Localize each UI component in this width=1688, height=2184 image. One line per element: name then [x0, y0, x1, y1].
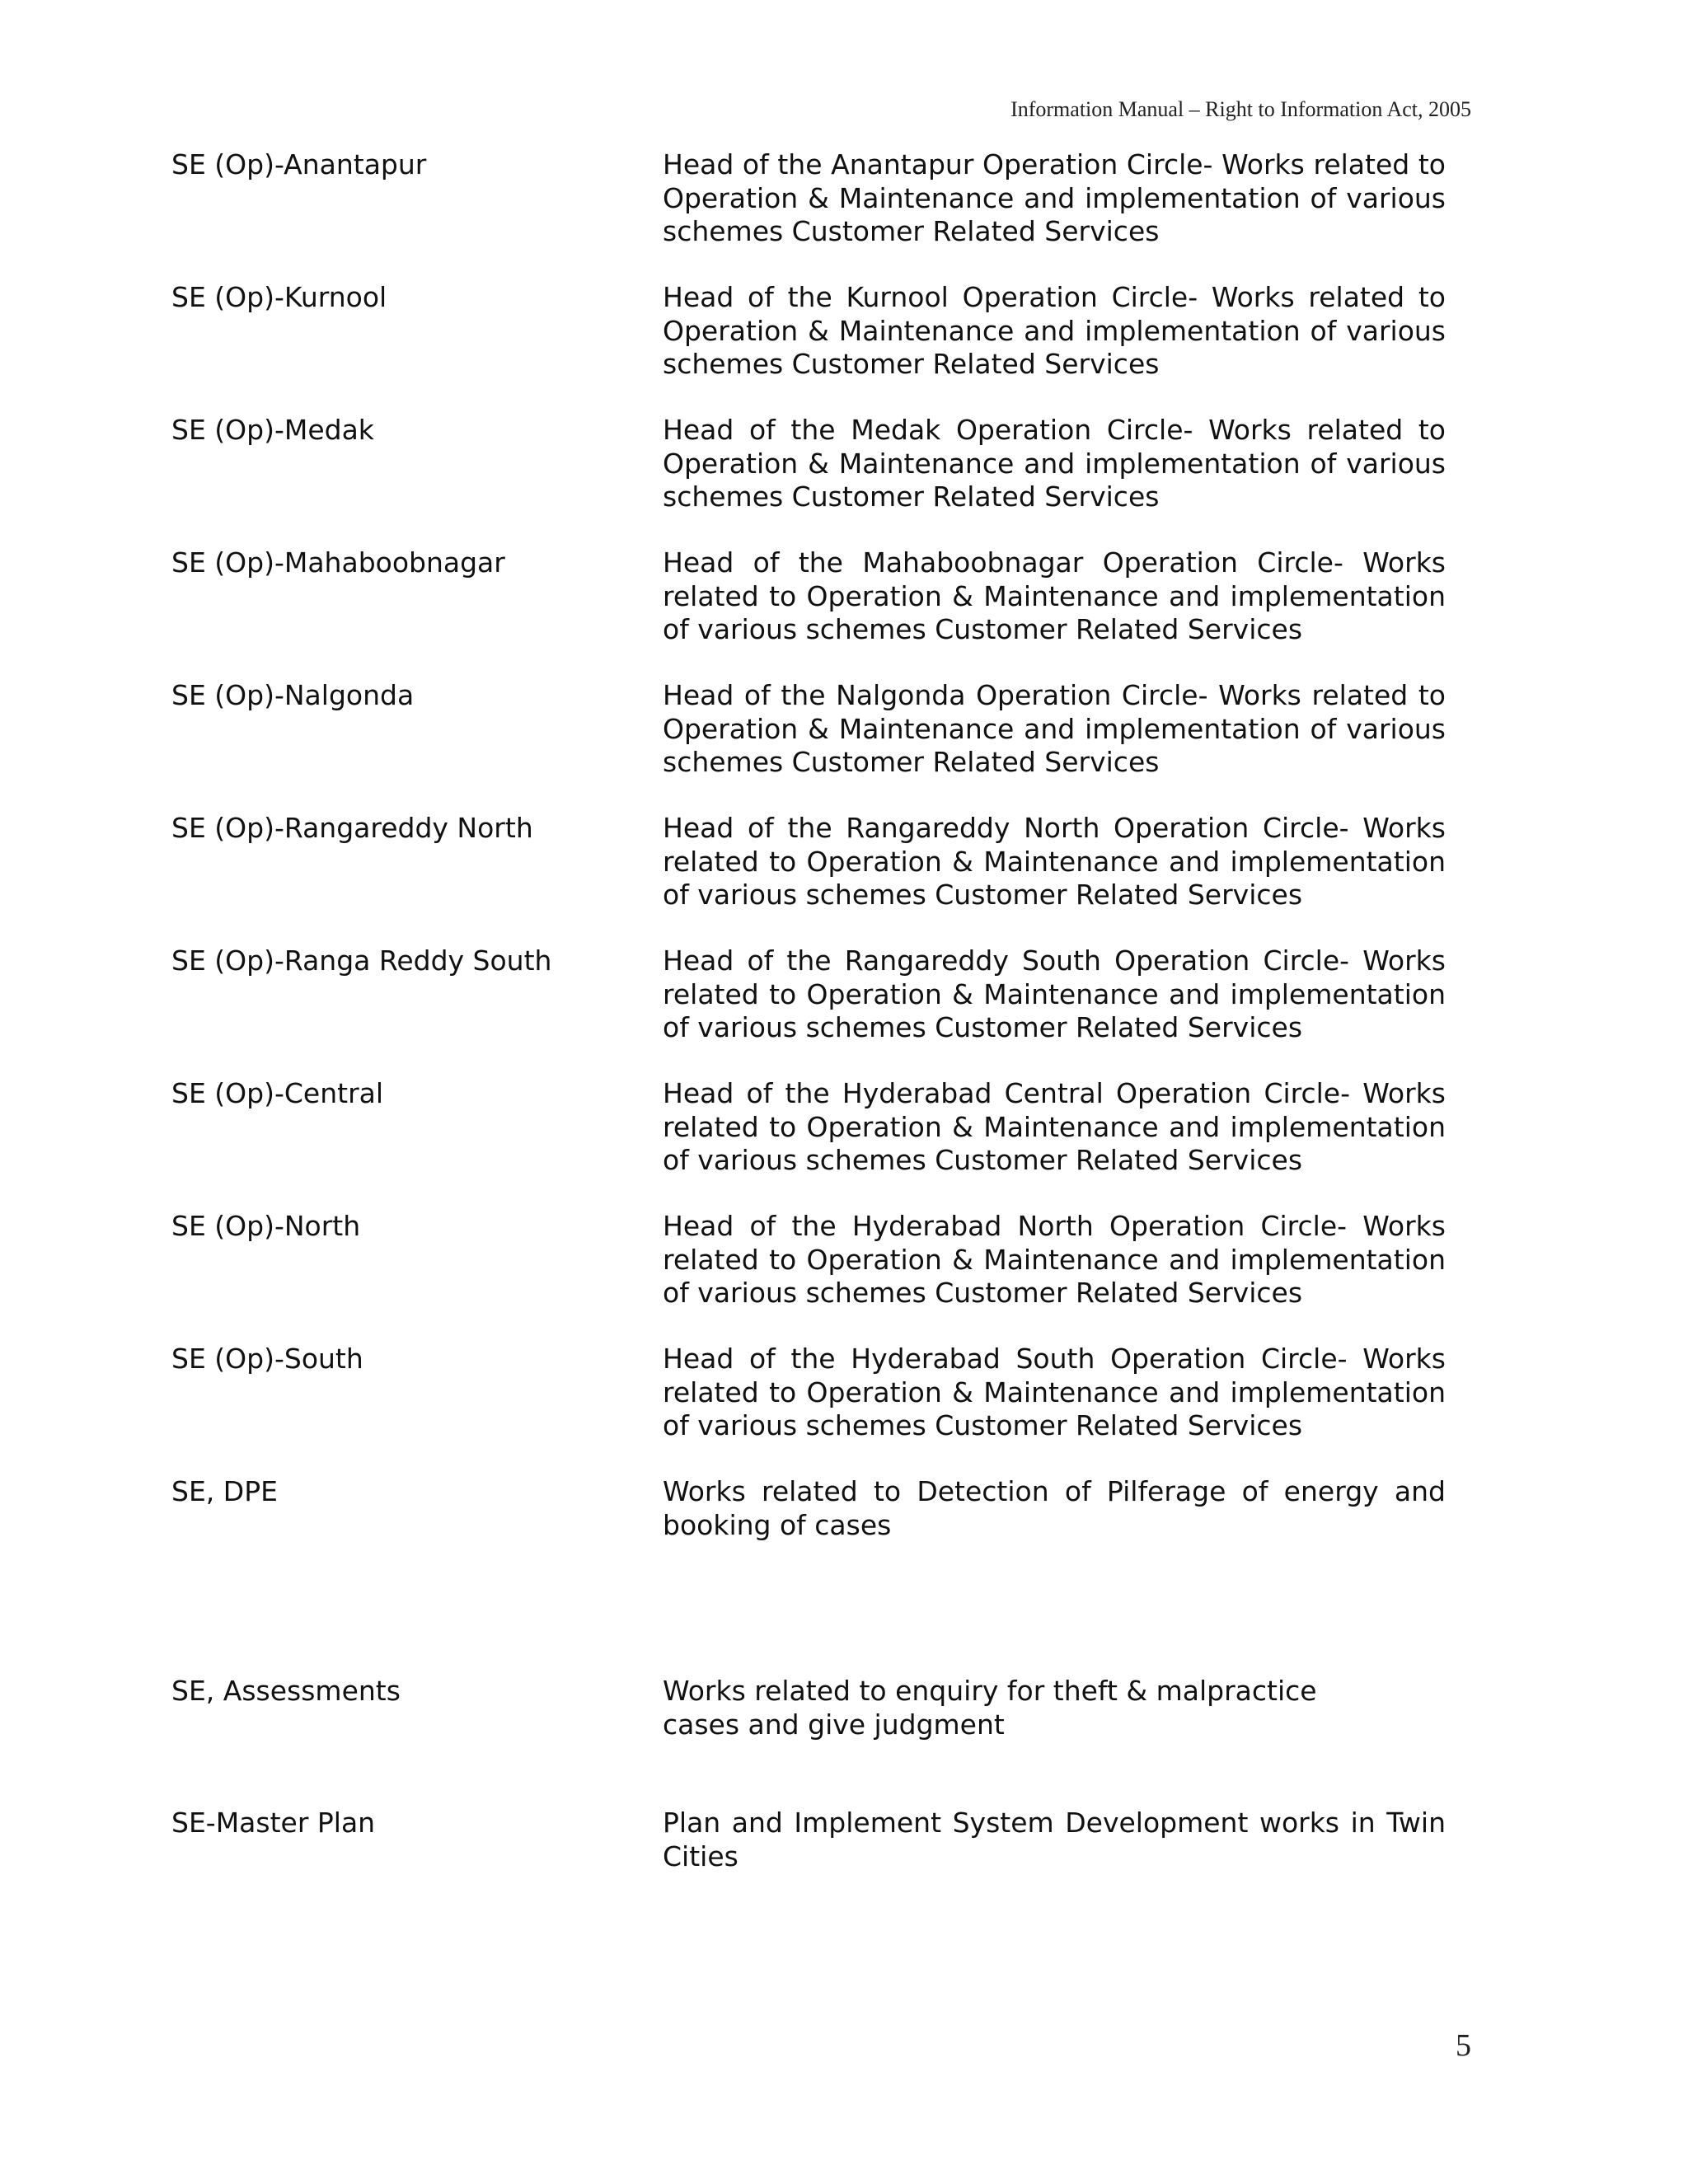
running-header: Information Manual – Right to Information Act, 2005	[1010, 97, 1471, 121]
entry-description: Head of the Nalgonda Operation Circle- Works related to Operation & Maintenance and implementation of various schemes Customer Related Services	[663, 679, 1446, 778]
entry-description: Works related to Detection of Pilferage of energy and booking of cases	[663, 1475, 1446, 1541]
entry-title: SE-Master Plan	[171, 1807, 376, 1839]
entry-title: SE (Op)-Rangareddy North	[171, 812, 533, 844]
entry-description: Head of the Hyderabad Central Operation Circle- Works related to Operation & Maintenance and implementation of various schemes Customer Related Services	[663, 1077, 1446, 1176]
entry-description: Head of the Rangareddy South Operation Circle- Works related to Operation & Maintenance and implementation of various schemes Customer Related Services	[663, 944, 1446, 1043]
entry-description: Head of the Rangareddy North Operation Circle- Works related to Operation & Maintenance and implementation of various schemes Customer Related Services	[663, 812, 1446, 911]
entry-title: SE (Op)-Kurnool	[171, 281, 387, 313]
entry-title: SE (Op)-North	[171, 1210, 361, 1242]
entry-description: Head of the Medak Operation Circle- Works related to Operation & Maintenance and implementation of various schemes Customer Related Services	[663, 414, 1446, 513]
entry-description: Head of the Hyderabad North Operation Circle- Works related to Operation & Maintenance and implementation of various schemes Customer Related Services	[663, 1210, 1446, 1309]
entry-title: SE (Op)-South	[171, 1343, 363, 1375]
entry-description: Head of the Kurnool Operation Circle- Works related to Operation & Maintenance and implementation of various schemes Customer Related Services	[663, 281, 1446, 380]
entry-description: Works related to enquiry for theft & malpractice cases and give judgment	[663, 1675, 1317, 1741]
entry-title: SE (Op)-Medak	[171, 414, 374, 446]
entry-description: Head of the Mahaboobnagar Operation Circle- Works related to Operation & Maintenance and implementation of various schemes Customer Related Services	[663, 546, 1446, 645]
entry-title: SE, DPE	[171, 1475, 278, 1507]
entry-title: SE (Op)-Nalgonda	[171, 679, 415, 711]
entry-title: SE (Op)-Central	[171, 1077, 384, 1109]
entry-title: SE (Op)-Ranga Reddy South	[171, 944, 552, 977]
entry-title: SE (Op)-Anantapur	[171, 148, 427, 180]
entry-description: Plan and Implement System Development works in Twin Cities	[663, 1807, 1446, 1872]
entry-description: Head of the Anantapur Operation Circle- Works related to Operation & Maintenance and implementation of various schemes Customer Related Services	[663, 148, 1446, 247]
entry-title: SE (Op)-Mahaboobnagar	[171, 546, 505, 579]
entry-description: Head of the Hyderabad South Operation Circle- Works related to Operation & Maintenance and implementation of various schemes Customer Related Services	[663, 1343, 1446, 1441]
page-number: 5	[1456, 2028, 1471, 2063]
entry-title: SE, Assessments	[171, 1675, 401, 1707]
